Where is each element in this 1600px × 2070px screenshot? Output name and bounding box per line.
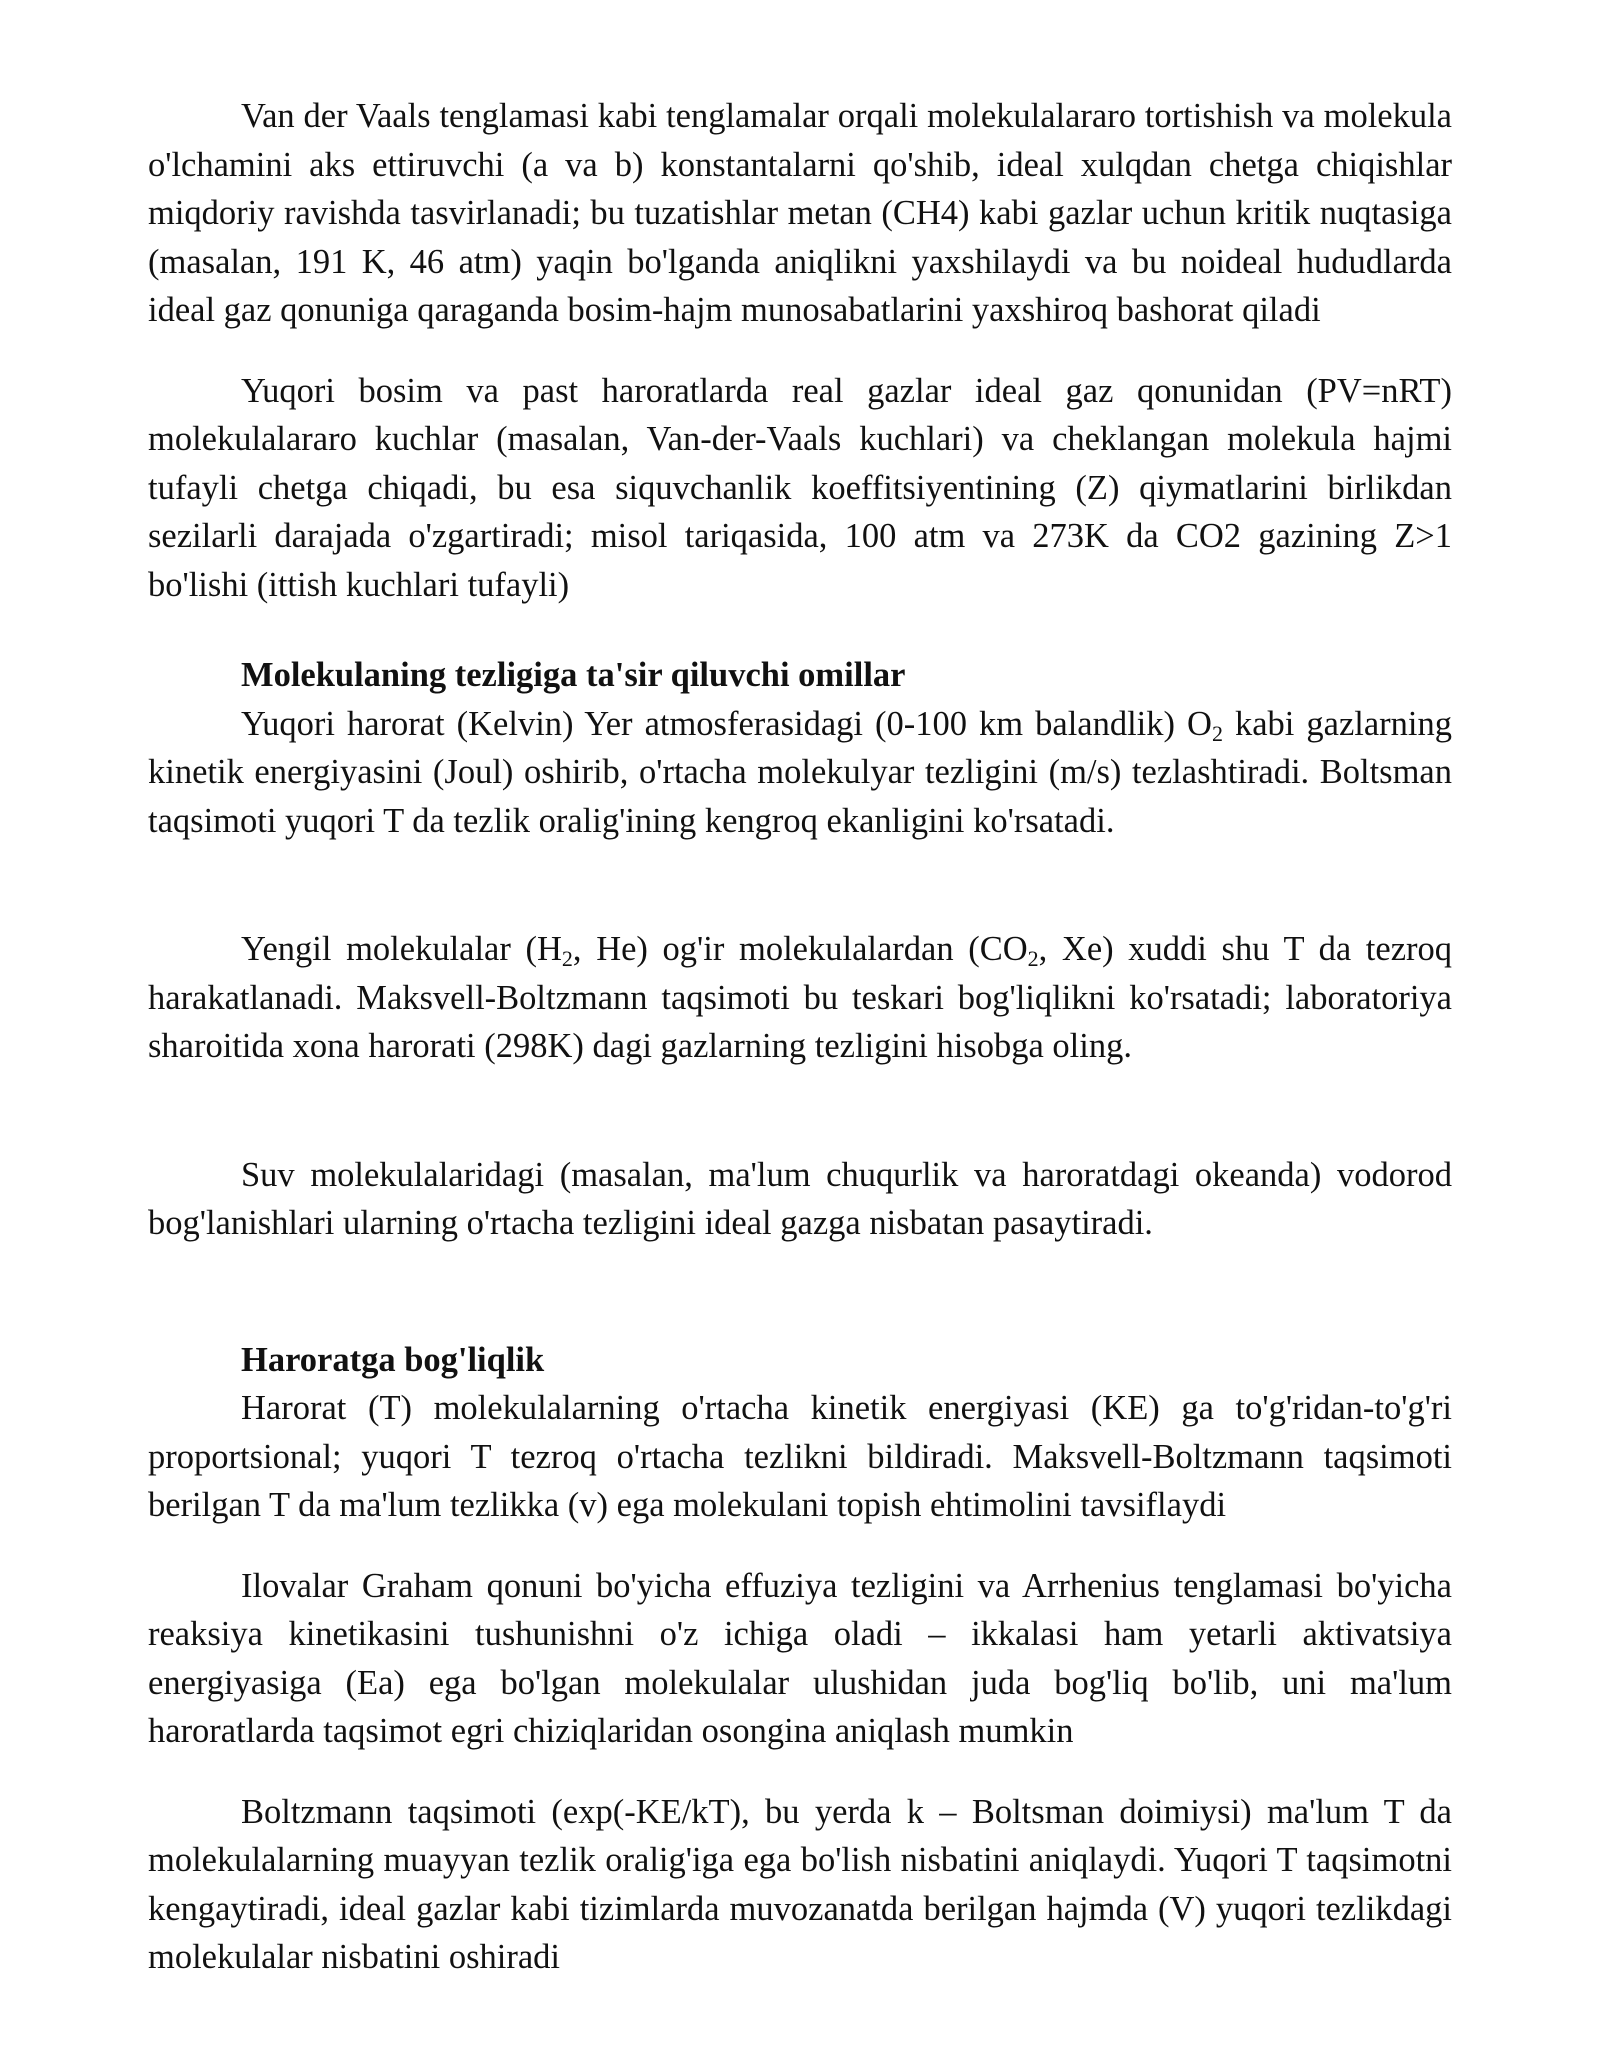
paragraph-boltzmann-distribution: Boltzmann taqsimoti (exp(-KE/kT), bu yerda k – Boltsman doimiysi) ma'lum T da molekulalarning muayyan tezlik oralig'iga ega bo'lish nisbatini aniqlaydi. Yuqori T taqsimotni kengaytiradi, ideal gazlar kabi tizimlarda muvozanatda berilgan hajmda (V) yuqori tezlikdagi molekulalar nisbatini oshiradi — [148, 1792, 1452, 1976]
text-run: Yuqori harorat (Kelvin) Yer atmosferasidagi (0-100 km balandlik) O — [241, 704, 1212, 743]
text-run: , Xe) xuddi shu T da tezroq harakatlanadi. Maksvell-Boltzmann taqsimoti bu teskari bog'liqlikni ko'rsatadi; laboratoriya sharoitida xona harorati (298K) dagi gazlarning tezligini hisobga oling. — [148, 930, 1452, 1065]
paragraph-spacer — [148, 1248, 1452, 1336]
section-heading-temperature-dependence: Haroratga bog'liqlik — [241, 1340, 545, 1379]
text-run: kabi gazlarning kinetik energiyasini (Joul) oshirib, o'rtacha molekulyar tezligini (m/s) tezlashtiradi. Boltsman taqsimoti yuqori T da tezlik oralig'ining kengroq ekanligini ko'rsatadi. — [148, 704, 1453, 840]
section-heading-speed-factors: Molekulaning tezligiga ta'sir qiluvchi omillar — [241, 656, 906, 694]
paragraph-spacer — [148, 335, 1452, 367]
paragraph-spacer — [148, 1071, 1452, 1151]
subscript: 2 — [561, 946, 573, 971]
paragraph-light-molecules — [148, 925, 1452, 1071]
paragraph-water-molecules: Suv molekulalaridagi (masalan, ma'lum chuqurlik va haroratdagi okeanda) vodorod bog'lanishlari ularning o'rtacha tezligini ideal gazga nisbatan pasaytiradi. — [148, 1155, 1452, 1242]
paragraph-spacer — [148, 1756, 1452, 1788]
paragraph-temperature-speed — [148, 700, 1452, 846]
paragraph-van-der-vaals: Van der Vaals tenglamasi kabi tenglamalar orqali molekulalararo tortishish va molekula o'lchamini aks ettiruvchi (a va b) konstantalarni qo'shib, ideal xulqdan chetga chiqishlar miqdoriy ravishda tasvirlanadi; bu tuzatishlar metan (CH4) kabi gazlar uchun kritik nuqtasiga (masalan, 191 K, 46 atm) yaqin bo'lganda aniqlikni yaxshilaydi va bu noideal hududlarda ideal gaz qonuniga qaraganda bosim-hajm munosabatlarini yaxshiroq bashorat qiladi — [148, 97, 1452, 329]
paragraph-real-gases: Yuqori bosim va past haroratlarda real gazlar ideal gaz qonunidan (PV=nRT) molekulalararo kuchlar (masalan, Van-der-Vaals kuchlari) va cheklangan molekula hajmi tufayli chetga chiqadi, bu esa siquvchanlik koeffitsiyentining (Z) qiymatlarini birlikdan sezilarli darajada o'zgartiradi; misol tariqasida, 100 atm va 273K da CO2 gazining Z>1 bo'lishi (ittish kuchlari tufayli) — [148, 371, 1452, 604]
document-page — [148, 92, 1452, 1982]
paragraph-applications: Ilovalar Graham qonuni bo'yicha effuziya tezligini va Arrhenius tenglamasi bo'yicha reaksiya kinetikasini tushunishni o'z ichiga oladi – ikkalasi ham yetarli aktivatsiya energiyasiga (Ea) ega bo'lgan molekulalar ulushidan juda bog'liq bo'lib, uni ma'lum haroratlarda taqsimot egri chiziqlaridan osongina aniqlash mumkin — [148, 1566, 1452, 1750]
paragraph-spacer — [148, 1530, 1452, 1562]
text-run: Yengil molekulalar (H — [241, 930, 562, 968]
paragraph-kinetic-energy: Harorat (T) molekulalarning o'rtacha kinetik energiyasi (KE) ga to'g'ridan-to'g'ri proportsional; yuqori T tezroq o'rtacha tezlikni bildiradi. Maksvell-Boltzmann taqsimoti berilgan T da ma'lum tezlikka (v) ega molekulani topish ehtimolini tavsiflaydi — [148, 1389, 1452, 1524]
subscript: 2 — [1211, 720, 1223, 746]
text-run: , He) og'ir molekulalardan (CO — [572, 930, 1028, 968]
paragraph-spacer — [148, 845, 1452, 925]
paragraph-spacer — [148, 609, 1452, 651]
subscript: 2 — [1027, 946, 1039, 971]
